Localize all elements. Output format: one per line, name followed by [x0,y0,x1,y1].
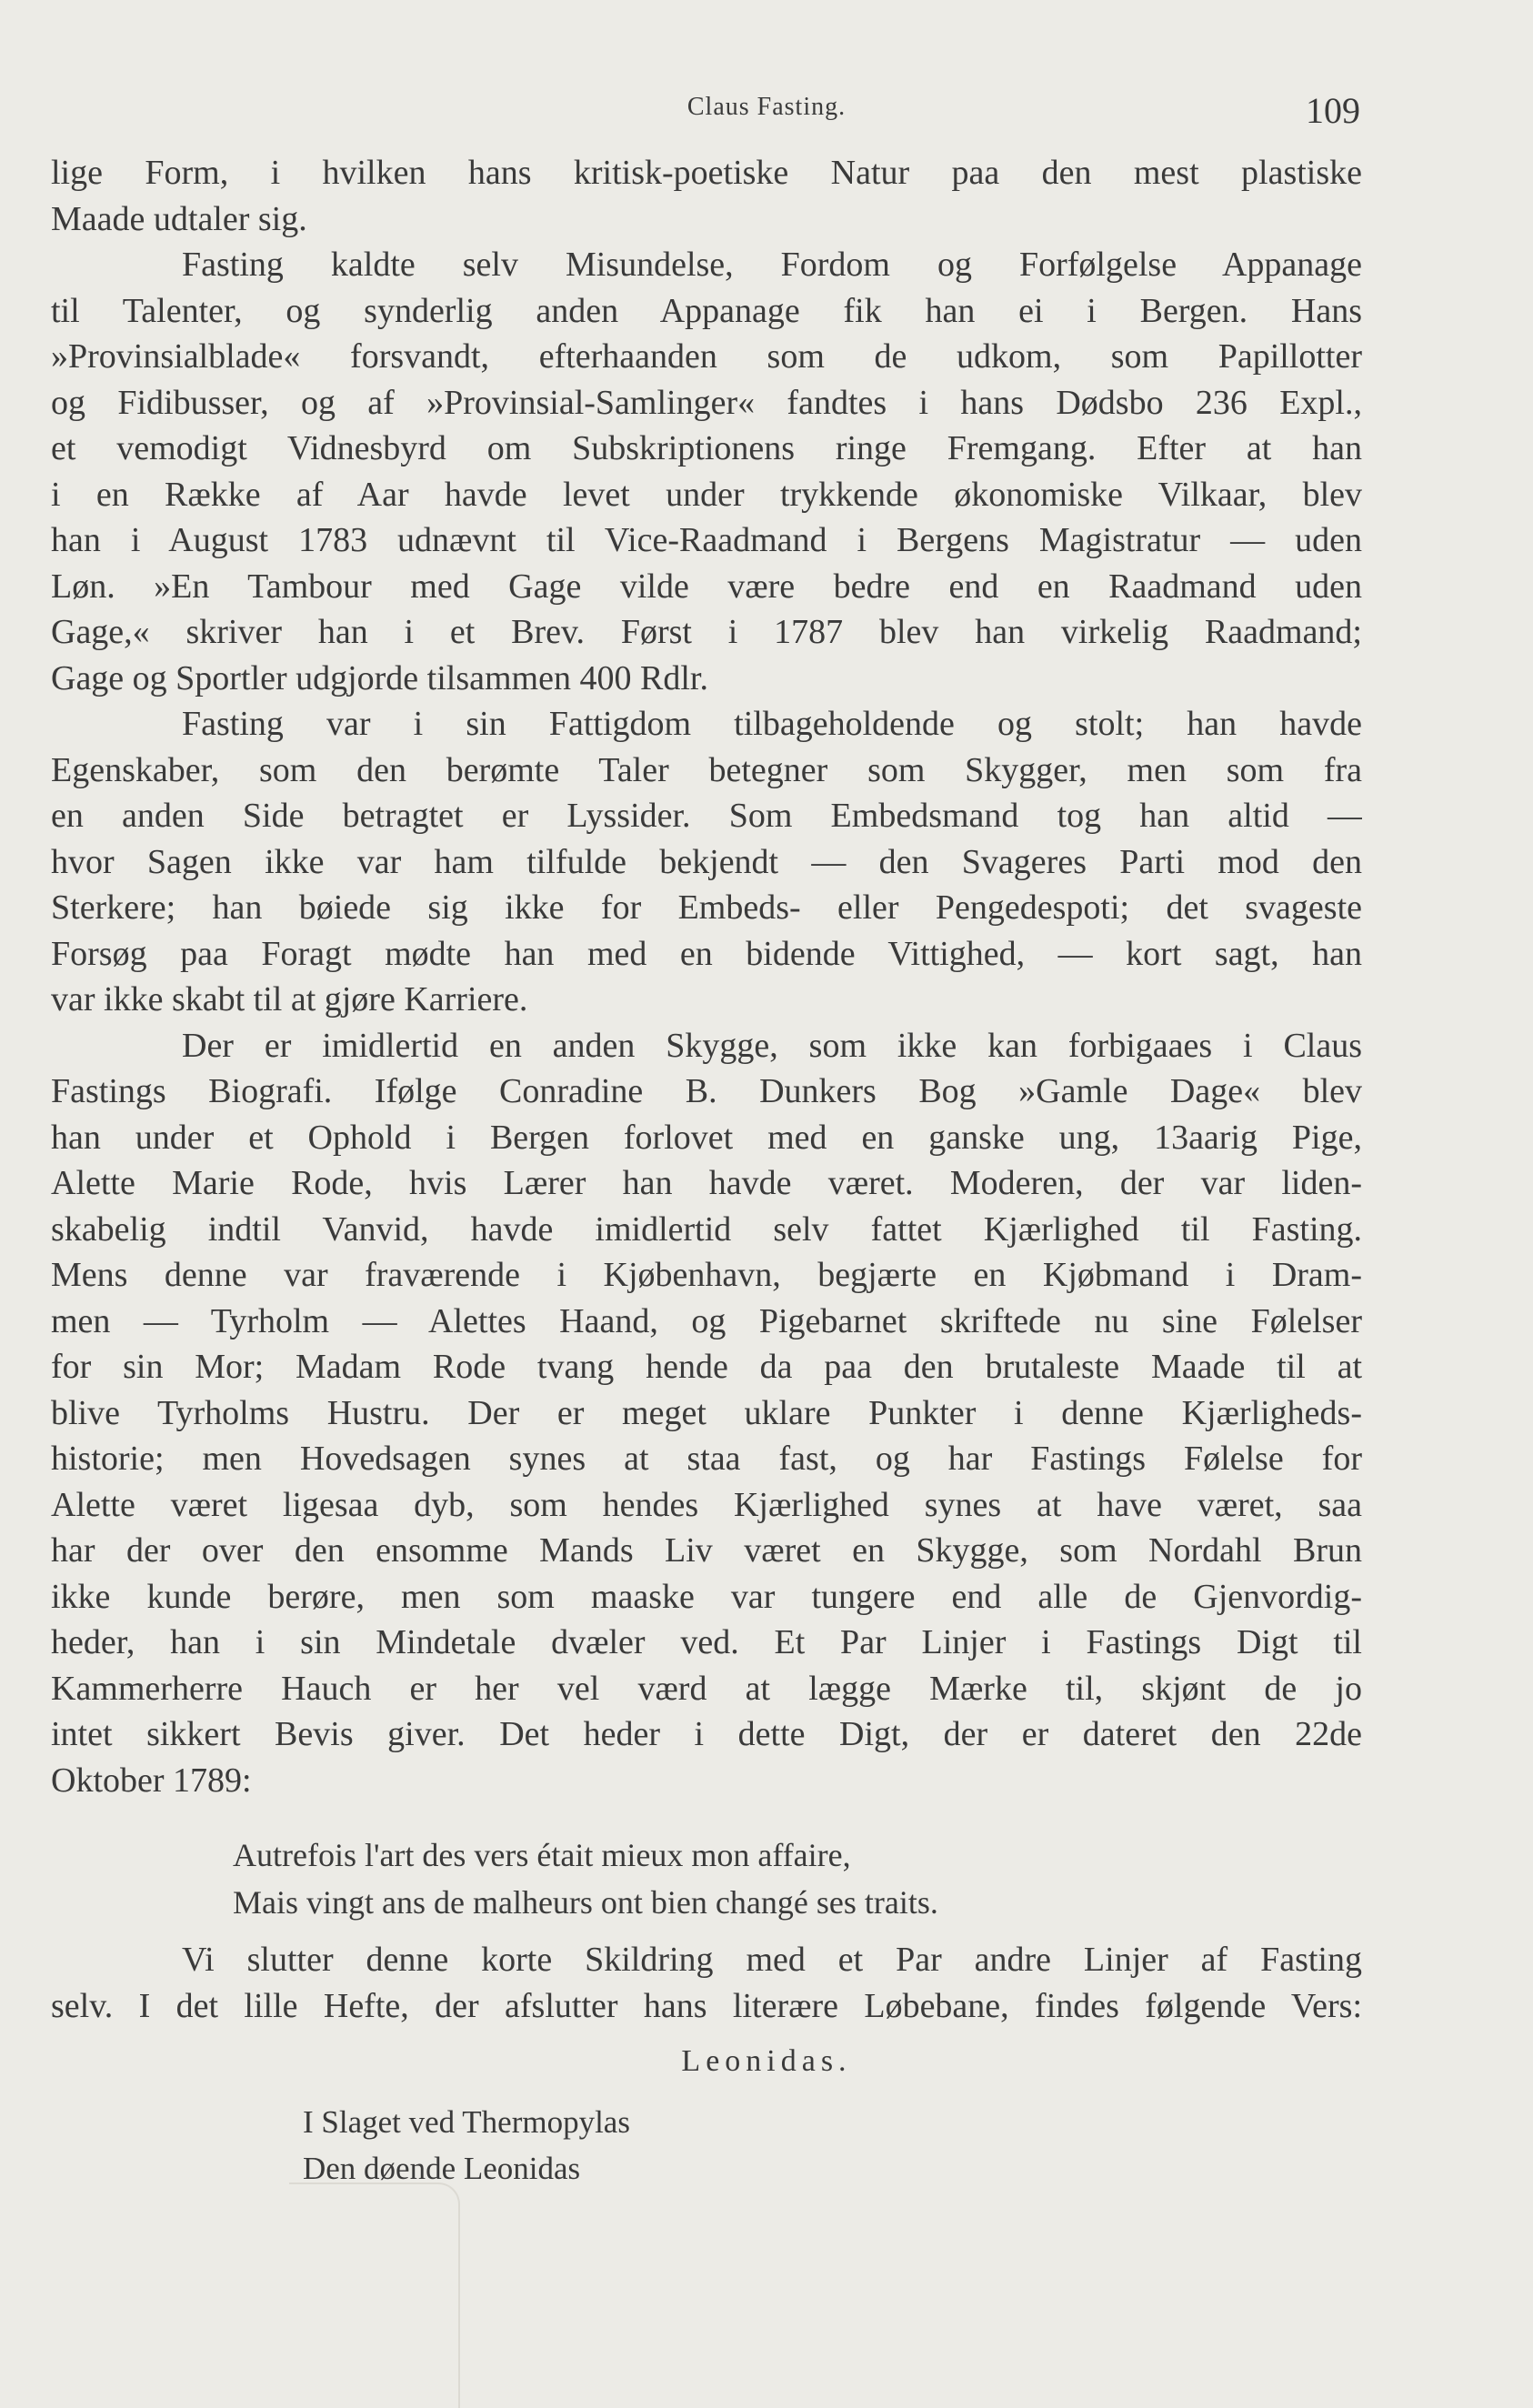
poem [303,2099,630,2192]
text-line: han under et Ophold i Bergen forlovet med en ganske ung, 13aarig Pige, [51,1118,1362,1157]
running-title: Claus Fasting. [686,93,847,121]
body-text [51,150,1362,1803]
text-line: Gage og Sportler udgjorde tilsammen 400 Rdlr. [51,658,708,697]
text-line: men — Tyrholm — Alettes Haand, og Pigebarnet skriftede nu sine Følelser [51,1301,1362,1340]
text-line: selv. I det lille Hefte, der afslutter hans literære Løbebane, findes følgende Vers: [51,1986,1362,2025]
french-verse [233,1831,938,1926]
text-line: Vi slutter denne korte Skildring med et Par andre Linjer af Fasting [182,1941,1362,1979]
text-line: et vemodigt Vidnesbyrd om Subskriptionens ringe Fremgang. Efter at han [51,429,1362,467]
text-line: en anden Side betragtet er Lyssider. Som Embedsmand tog han altid — [51,797,1362,835]
text-line: hvor Sagen ikke var ham tilfulde bekjendt — den Svageres Parti mod den [51,842,1362,881]
text-line: Der er imidlertid en anden Skygge, som ikke kan forbigaaes i Claus [182,1026,1362,1065]
text-line: lige Form, i hvilken hans kritisk-poetiske Natur paa den mest plastiske [51,154,1362,192]
text-line: Kammerherre Hauch er her vel værd at lægge Mærke til, skjønt de jo [51,1669,1362,1708]
page-edge-shadow [289,2182,460,2408]
text-line: har der over den ensomme Mands Liv været en Skygge, som Nordahl Brun [51,1531,1362,1570]
closing-paragraph [51,1937,1362,2029]
text-line: ikke kunde berøre, men som maaske var tungere end alle de Gjenvordig- [51,1577,1362,1616]
text-line: Fastings Biografi. Ifølge Conradine B. Dunkers Bog »Gamle Dage« blev [51,1072,1362,1110]
text-line: Oktober 1789: [51,1761,252,1800]
poem-title: Leonidas. [681,2044,852,2078]
text-line: han i August 1783 udnævnt til Vice-Raadmand i Bergens Magistratur — uden [51,521,1362,559]
text-line: Maade udtaler sig. [51,199,307,238]
text-line: historie; men Hovedsagen synes at staa fast, og har Fastings Følelse for [51,1440,1362,1478]
text-line: var ikke skabt til at gjøre Karriere. [51,980,528,1018]
text-line: skabelig indtil Vanvid, havde imidlertid selv fattet Kjærlighed til Fasting. [51,1209,1362,1249]
poem-line: Den døende Leonidas [303,2151,581,2186]
text-line: til Talenter, og synderlig anden Appanage fik han ei i Bergen. Hans [51,291,1362,330]
text-line: Sterkere; han bøiede sig ikke for Embeds- eller Pengedespoti; det svageste [51,888,1362,927]
text-line: »Provinsialblade« forsvandt, efterhaanden som de udkom, som Papillotter [51,337,1362,376]
text-line: Alette Marie Rode, hvis Lærer han havde været. Moderen, der var liden- [51,1164,1362,1202]
text-line: Fasting var i sin Fattigdom tilbageholdende og stolt; han havde [182,705,1362,743]
text-line: Egenskaber, som den berømte Taler betegner som Skygger, men som fra [51,750,1362,789]
text-line: blive Tyrholms Hustru. Der er meget uklare Punkter i denne Kjærligheds- [51,1393,1362,1432]
text-line: intet sikkert Bevis giver. Det heder i dette Digt, der er dateret den 22de [51,1715,1362,1753]
text-line: Fasting kaldte selv Misundelse, Fordom og Forfølgelse Appanage [182,246,1362,284]
page-header [0,89,1533,135]
text-line: Mens denne var fraværende i Kjøbenhavn, begjærte en Kjøbmand i Dram- [51,1256,1362,1294]
verse-line: Mais vingt ans de malheurs ont bien changé ses traits. [233,1884,938,1921]
text-line: og Fidibusser, og af »Provinsial-Samlinger« fandtes i hans Dødsbo 236 Expl., [51,383,1362,422]
page-number: 109 [1306,90,1360,131]
poem-line: I Slaget ved Thermopylas [303,2104,630,2140]
text-line: Alette været ligesaa dyb, som hendes Kjærlighed synes at have været, saa [51,1485,1362,1524]
text-line: i en Række af Aar havde levet under trykkende økonomiske Vilkaar, blev [51,475,1362,514]
text-line: Forsøg paa Foragt mødte han med en bidende Vittighed, — kort sagt, han [51,934,1362,973]
text-line: Gage,« skriver han i et Brev. Først i 1787 blev han virkelig Raadmand; [51,613,1362,651]
text-line: Løn. »En Tambour med Gage vilde være bedre end en Raadmand uden [51,567,1362,606]
text-line: heder, han i sin Mindetale dvæler ved. Et Par Linjer i Fastings Digt til [51,1623,1362,1661]
text-line: for sin Mor; Madam Rode tvang hende da paa den brutaleste Maade til at [51,1348,1362,1386]
verse-line: Autrefois l'art des vers était mieux mon affaire, [233,1837,851,1873]
